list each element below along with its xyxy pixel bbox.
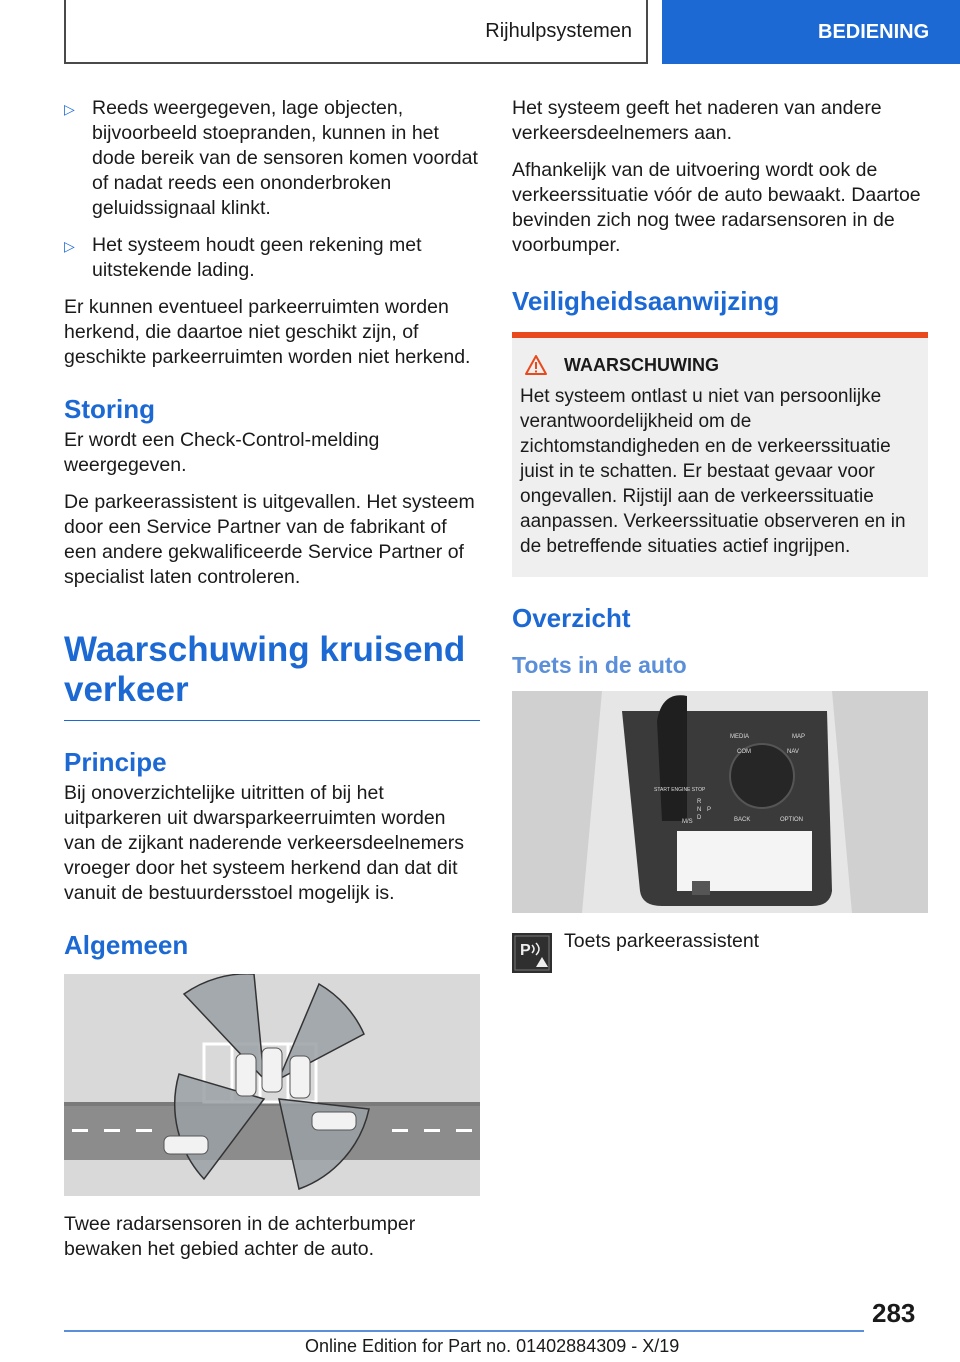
figure-caption: Twee radarsensoren in de achterbumper bewaken het gebied achter de auto.: [64, 1213, 416, 1260]
console-label: BACK: [734, 817, 751, 823]
section-heading-overzicht: Overzicht: [512, 603, 631, 633]
header-section: [64, 0, 648, 64]
header-chapter-label: BEDIENING: [818, 20, 930, 43]
section-heading-principe: Principe: [64, 747, 167, 777]
console-label: M/S: [682, 819, 693, 825]
header-section-label: Rijhulpsystemen: [485, 19, 632, 42]
warning-box: [512, 332, 928, 577]
page-number: 283: [872, 1298, 916, 1328]
console-label: N: [697, 807, 702, 813]
bullet-item: [64, 233, 480, 283]
paragraph: De parkeerassistent is uitgevallen. Het systeem door een Service Partner van de fabrikant of een andere gekwalificeerde Service Partner of specialist laten controleren.: [64, 491, 475, 588]
edition-text: Online Edition for Part no. 01402884309 - X/19: [305, 1336, 680, 1356]
section-heading-storing: Storing: [64, 394, 155, 424]
subsection-heading-toets: Toets in de auto: [512, 652, 687, 678]
left-column: [64, 96, 480, 1274]
console-label: D: [697, 815, 702, 821]
radar-coverage-figure: [64, 974, 480, 1196]
right-column: [512, 96, 928, 973]
section-heading-safety: Veiligheidsaanwijzing: [512, 286, 780, 316]
console-label: R: [697, 799, 702, 805]
button-caption-row: [512, 931, 928, 973]
footer-divider: [64, 1330, 864, 1332]
chapter-heading: Waarschuwing kruisend verkeer: [64, 630, 480, 721]
warning-triangle-icon: [524, 354, 548, 376]
console-label: MEDIA: [730, 734, 750, 740]
header-chapter: [662, 0, 960, 64]
paragraph: Er kunnen eventueel parkeerruimten worden herkend, die daartoe niet geschikt zijn, of geschikte parkeerruimten worden niet herkend.: [64, 296, 471, 368]
console-label: OPTION: [780, 817, 804, 823]
svg-text:P: P: [520, 942, 531, 959]
console-label: START ENGINE STOP: [654, 787, 706, 793]
section-heading-algemeen: Algemeen: [64, 930, 189, 960]
triangle-bullet-icon: ▷: [64, 101, 75, 117]
bullet-text: Het systeem houdt geen rekening met uitstekende lading.: [92, 234, 422, 281]
triangle-bullet-icon: ▷: [64, 238, 75, 254]
paragraph: Afhankelijk van de uitvoering wordt ook de verkeerssituatie vóór de auto bewaakt. Daartoe bevinden zich nog twee radarsensoren in de voorbumper.: [512, 159, 921, 256]
paragraph: Er wordt een Check-Control-melding weergegeven.: [64, 429, 380, 476]
center-console-photo: [512, 691, 928, 913]
button-caption: Toets parkeerassistent: [564, 930, 760, 952]
console-label: MAP: [792, 734, 806, 740]
parking-assistant-button-icon: [512, 933, 552, 973]
warning-title: [520, 354, 920, 376]
warning-title-text: WAARSCHUWING: [564, 354, 719, 375]
warning-text: Het systeem ontlast u niet van persoonlijke verantwoordelijkheid om de zichtomstandigheden en de verkeerssituatie juist in te schatten. Er bestaat gevaar voor ongevallen. Rijstijl aan de verkeerssituatie aanpassen. Verkeerssituatie observeren en in de betreffende situaties actief ingrijpen.: [520, 386, 906, 557]
console-label: P: [707, 807, 712, 813]
bullet-text: Reeds weergegeven, lage objecten, bijvoorbeeld stoepranden, kunnen in het dode bereik van de sensoren komen voordat of nadat reeds een ononderbroken geluidssignaal klinkt.: [92, 97, 478, 219]
console-label: COM: [737, 749, 751, 755]
paragraph: Het systeem geeft het naderen van andere verkeersdeelnemers aan.: [512, 97, 882, 144]
bullet-item: [64, 96, 480, 221]
console-label: NAV: [787, 749, 799, 755]
paragraph: Bij onoverzichtelijke uitritten of bij het uitparkeren uit dwarsparkeerruimten worden van de zijkant naderende verkeersdeelnemers vroeger door het systeem herkend dan dat dit vanuit de bestuurdersstoel mogelijk is.: [64, 782, 464, 904]
